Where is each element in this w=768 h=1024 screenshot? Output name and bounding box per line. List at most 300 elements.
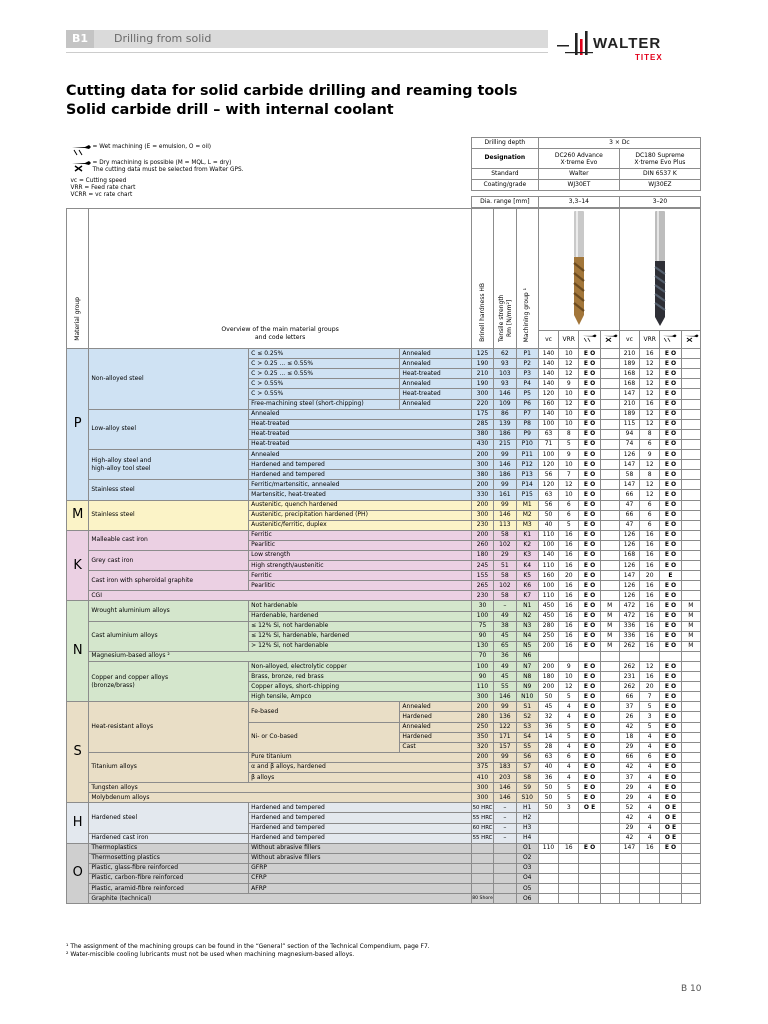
machining-group: O1 <box>516 843 538 853</box>
brinell-value: 230 <box>471 520 493 530</box>
tensile-value <box>494 863 516 873</box>
tool2-vrr: 12 <box>640 389 660 399</box>
tool2-vrr: 12 <box>640 490 660 500</box>
material-sub: Austenitic/ferritic, duplex <box>249 520 472 530</box>
tool1-dry <box>600 712 619 722</box>
tool1-dry <box>600 480 619 490</box>
tensile-value: 186 <box>494 470 516 480</box>
tool1-standard: Walter <box>538 169 619 180</box>
tool1-vrr <box>559 853 579 863</box>
tool1-vrr <box>559 863 579 873</box>
tensile-value: 58 <box>494 571 516 581</box>
table-row <box>67 843 701 853</box>
tool1-vc: 200 <box>538 682 558 692</box>
tool2-coolant: E O <box>660 490 681 500</box>
material-sub: Pearlitic <box>249 540 472 550</box>
material-group-letter: O <box>67 843 89 904</box>
tool2-dry <box>681 742 700 752</box>
tensile-value: 45 <box>494 631 516 641</box>
tool1-vrr: 10 <box>559 419 579 429</box>
tool2-vc: 147 <box>619 571 639 581</box>
tensile-value: 45 <box>494 672 516 682</box>
tool2-image <box>619 209 700 331</box>
tool2-dry <box>681 359 700 369</box>
tool1-coolant: E O <box>579 843 600 853</box>
tool2-dry <box>681 389 700 399</box>
tool1-coolant: E O <box>579 672 600 682</box>
tensile-value: 99 <box>494 450 516 460</box>
tool1-coolant: O E <box>579 803 600 813</box>
tool2-vc: 66 <box>619 490 639 500</box>
table-row <box>67 591 701 601</box>
material-main: Wrought aluminium alloys <box>89 601 249 621</box>
tool1-dry <box>600 450 619 460</box>
tool1-vc: 450 <box>538 611 558 621</box>
tool1-coolant: E O <box>579 550 600 560</box>
brinell-value: 175 <box>471 409 493 419</box>
material-main: Plastic, aramid-fibre reinforced <box>89 884 249 894</box>
tool1-dry <box>600 853 619 863</box>
brinell-value: 30 <box>471 601 493 611</box>
tool1-vc: 140 <box>538 359 558 369</box>
tool2-vrr: 6 <box>640 500 660 510</box>
tool1-dry-header <box>600 331 619 349</box>
machining-group: O5 <box>516 884 538 894</box>
tool1-vrr: 16 <box>559 581 579 591</box>
brinell-value: 430 <box>471 439 493 449</box>
tool1-wet-header <box>579 331 600 349</box>
page-title: Cutting data for solid carbide drilling and reaming tools <box>66 83 518 99</box>
tensile-value: 86 <box>494 409 516 419</box>
material-main: Graphite (technical) <box>89 894 471 904</box>
tool2-vrr: 12 <box>640 480 660 490</box>
tool2-vc-header: vc <box>619 331 639 349</box>
tensile-value <box>494 853 516 863</box>
tool1-coolant: E O <box>579 359 600 369</box>
tool1-vc <box>538 833 558 843</box>
tool1-vc: 50 <box>538 783 558 793</box>
tool2-vrr: 8 <box>640 470 660 480</box>
brinell-value: 90 <box>471 672 493 682</box>
tool2-vc: 168 <box>619 550 639 560</box>
tensile-value: 122 <box>494 722 516 732</box>
tool1-dry <box>600 490 619 500</box>
tool1-vc <box>538 813 558 823</box>
tool1-coolant: E O <box>579 450 600 460</box>
tool1-vc: 56 <box>538 500 558 510</box>
tool1-coolant: E O <box>579 732 600 742</box>
tool2-vrr <box>640 894 660 904</box>
machining-group: N3 <box>516 621 538 631</box>
tool2-vrr: 6 <box>640 439 660 449</box>
tool1-vrr: 6 <box>559 500 579 510</box>
machining-group: N2 <box>516 611 538 621</box>
material-sub: High strength/austenitic <box>249 561 472 571</box>
tool1-dry <box>600 752 619 762</box>
material-main: Malleable cast iron <box>89 530 249 550</box>
table-row <box>67 409 701 419</box>
tool2-vrr: 12 <box>640 662 660 672</box>
material-main: Hardened steel <box>89 803 249 833</box>
brinell-header: Brinell hardness HB <box>471 209 493 349</box>
tool2-coolant: O E <box>660 813 681 823</box>
tool2-dry <box>681 409 700 419</box>
tool1-vc: 120 <box>538 480 558 490</box>
tool1-dry <box>600 672 619 682</box>
material-main: Grey cast iron <box>89 550 249 570</box>
machining-group: P8 <box>516 419 538 429</box>
tool2-vc <box>619 863 639 873</box>
tool1-dry <box>600 813 619 823</box>
tool1-vrr: 4 <box>559 712 579 722</box>
material-sub: Heat-treated <box>249 429 472 439</box>
brinell-value: 200 <box>471 480 493 490</box>
brinell-value <box>471 873 493 883</box>
tool2-coolant: E O <box>660 722 681 732</box>
material-main: High-alloy steel and high-alloy tool steel <box>89 450 249 480</box>
material-sub: Pure titanium <box>249 752 472 762</box>
tool1-dry <box>600 550 619 560</box>
tool1-coolant <box>579 884 600 894</box>
tool2-dry <box>681 490 700 500</box>
tool2-dry <box>681 752 700 762</box>
walter-titex-logo <box>557 28 705 66</box>
tool2-coolant: E O <box>660 460 681 470</box>
tool2-coolant: O E <box>660 823 681 833</box>
tool2-vrr: 16 <box>640 611 660 621</box>
tensile-value <box>494 843 516 853</box>
table-row <box>67 621 701 631</box>
tool2-vrr: 16 <box>640 843 660 853</box>
brinell-value: 285 <box>471 419 493 429</box>
material-main: Copper and copper alloys (bronze/brass) <box>89 662 249 702</box>
tool1-dry <box>600 651 619 661</box>
tool1-coolant: E O <box>579 631 600 641</box>
machining-group: P5 <box>516 389 538 399</box>
tool1-vc: 100 <box>538 419 558 429</box>
header-rule <box>66 52 548 53</box>
tool1-vc <box>538 651 558 661</box>
tool1-dry <box>600 793 619 803</box>
tool2-vc: 26 <box>619 712 639 722</box>
brinell-value: 190 <box>471 359 493 369</box>
tool2-coolant: E O <box>660 389 681 399</box>
tool1-coolant: E O <box>579 692 600 702</box>
dry-machining-icon <box>603 333 619 343</box>
tool1-coolant: E O <box>579 409 600 419</box>
tool2-coolant: E O <box>660 540 681 550</box>
tool2-dry <box>681 884 700 894</box>
tool2-coolant: E O <box>660 359 681 369</box>
page-subtitle: Solid carbide drill – with internal coolant <box>66 102 394 118</box>
tool1-vc <box>538 853 558 863</box>
tensile-value: 55 <box>494 682 516 692</box>
material-sub: C > 0.25 ... ≤ 0.55% <box>249 359 400 369</box>
tool2-coolant: E O <box>660 500 681 510</box>
table-row <box>67 530 701 540</box>
tool2-coolant: E O <box>660 470 681 480</box>
tool1-dry <box>600 409 619 419</box>
tool1-vrr: 10 <box>559 389 579 399</box>
tool1-coolant: E O <box>579 662 600 672</box>
tool2-vc: 231 <box>619 672 639 682</box>
legend-wet-text: = Wet machining (E = emulsion, O = oil) <box>92 143 212 150</box>
tensile-value: 171 <box>494 732 516 742</box>
tensile-value: 146 <box>494 460 516 470</box>
tool1-vrr: 12 <box>559 480 579 490</box>
tool2-coolant <box>660 894 681 904</box>
material-sub: Free-machining steel (short-chipping) <box>249 399 400 409</box>
tool2-vrr: 4 <box>640 823 660 833</box>
tool1-dry <box>600 722 619 732</box>
tool1-coolant: E O <box>579 621 600 631</box>
tool2-vrr: 9 <box>640 450 660 460</box>
tool2-dry <box>681 349 700 359</box>
machining-group: S2 <box>516 712 538 722</box>
tensile-value: 146 <box>494 783 516 793</box>
tool2-vc: 472 <box>619 601 639 611</box>
tool1-dry <box>600 863 619 873</box>
tool1-vrr: 16 <box>559 611 579 621</box>
tool1-vrr: 10 <box>559 460 579 470</box>
tool2-vc: 168 <box>619 379 639 389</box>
tool2-vc <box>619 873 639 883</box>
tool1-vrr: 16 <box>559 641 579 651</box>
tool2-coolant: E O <box>660 581 681 591</box>
tool1-vrr: 6 <box>559 752 579 762</box>
tool2-dry <box>681 702 700 712</box>
legend-cell <box>67 138 472 209</box>
tensile-value: 136 <box>494 712 516 722</box>
tool2-vrr: 16 <box>640 601 660 611</box>
tool1-coolant: E O <box>579 510 600 520</box>
tool2-vc: 189 <box>619 359 639 369</box>
tool2-vc: 126 <box>619 450 639 460</box>
tool2-vrr: 20 <box>640 682 660 692</box>
machining-group: P10 <box>516 439 538 449</box>
tool1-vrr: 9 <box>559 379 579 389</box>
tool2-dry <box>681 581 700 591</box>
tool1-vrr: 4 <box>559 702 579 712</box>
tool2-dry <box>681 853 700 863</box>
section-code: B1 <box>66 30 94 48</box>
machining-group: K7 <box>516 591 538 601</box>
tool1-coolant: E O <box>579 611 600 621</box>
tool2-vc <box>619 651 639 661</box>
tool2-vc <box>619 894 639 904</box>
tool2-vc: 47 <box>619 500 639 510</box>
tool1-dry <box>600 833 619 843</box>
tool2-coolant: E O <box>660 682 681 692</box>
tool2-vc: 29 <box>619 783 639 793</box>
tool2-vrr: 4 <box>640 783 660 793</box>
machining-group: P4 <box>516 379 538 389</box>
tensile-value: 103 <box>494 369 516 379</box>
tool1-vrr <box>559 873 579 883</box>
tool1-vc: 280 <box>538 621 558 631</box>
tool2-coolant: E O <box>660 732 681 742</box>
tensile-value: 102 <box>494 540 516 550</box>
material-sub: Without abrasive fillers <box>249 853 472 863</box>
tool1-coolant: E O <box>579 561 600 571</box>
material-group-letter: S <box>67 702 89 803</box>
tool1-vc <box>538 863 558 873</box>
brinell-value: 55 HRC <box>471 813 493 823</box>
tool1-vc: 140 <box>538 550 558 560</box>
tool2-vc: 189 <box>619 409 639 419</box>
wet-machining-icon <box>71 144 93 156</box>
brinell-value: 300 <box>471 692 493 702</box>
tool1-vc: 36 <box>538 773 558 783</box>
table-row <box>67 349 701 359</box>
tool2-dry <box>681 823 700 833</box>
legend-wet <box>71 144 467 156</box>
brinell-value: 380 <box>471 429 493 439</box>
table-row <box>67 450 701 460</box>
tool1-coolant <box>579 823 600 833</box>
tool2-vc: 94 <box>619 429 639 439</box>
tool1-vc: 32 <box>538 712 558 722</box>
tool2-vc: 126 <box>619 591 639 601</box>
tensile-value: 161 <box>494 490 516 500</box>
tool1-vrr: 10 <box>559 349 579 359</box>
dry-machining-icon <box>684 333 700 343</box>
tool2-coolant: E O <box>660 742 681 752</box>
brinell-value: 230 <box>471 591 493 601</box>
tool1-coolant: E O <box>579 682 600 692</box>
cutting-data-table <box>66 137 701 904</box>
tool1-vrr <box>559 833 579 843</box>
machining-group: P1 <box>516 349 538 359</box>
tool2-vrr <box>640 863 660 873</box>
tool1-vc <box>538 884 558 894</box>
tensile-value: – <box>494 823 516 833</box>
tool1-coolant <box>579 651 600 661</box>
machining-group: P13 <box>516 470 538 480</box>
tool1-vc: 40 <box>538 762 558 772</box>
tool1-coolant: E O <box>579 581 600 591</box>
tool2-coolant: E O <box>660 843 681 853</box>
tool1-vrr: 16 <box>559 561 579 571</box>
tool2-vc: 126 <box>619 540 639 550</box>
brinell-value: 130 <box>471 641 493 651</box>
table-row <box>67 601 701 611</box>
tool1-coolant: E O <box>579 783 600 793</box>
brinell-value: 265 <box>471 581 493 591</box>
tool2-dry <box>681 793 700 803</box>
tool1-vc: 110 <box>538 843 558 853</box>
material-sub: Not hardenable <box>249 601 472 611</box>
drill-image-gold <box>571 211 587 327</box>
tool2-dry <box>681 672 700 682</box>
tool2-vrr: 16 <box>640 672 660 682</box>
tool1-coolant <box>579 863 600 873</box>
brinell-value <box>471 853 493 863</box>
tool2-dry-header <box>681 331 700 349</box>
tool2-coolant: E O <box>660 621 681 631</box>
brinell-value <box>471 843 493 853</box>
material-sub: AFRP <box>249 884 472 894</box>
material-sub: Hardened and tempered <box>249 823 472 833</box>
tool1-vc: 28 <box>538 742 558 752</box>
tool2-dry <box>681 682 700 692</box>
tool1-dry <box>600 500 619 510</box>
tool1-dry <box>600 369 619 379</box>
tool2-dia-range: 3–20 <box>619 197 700 208</box>
tool1-vc: 45 <box>538 702 558 712</box>
tool2-dry <box>681 571 700 581</box>
material-sub: Low strength <box>249 550 472 560</box>
tool1-dry <box>600 773 619 783</box>
tool2-vc: 115 <box>619 419 639 429</box>
tool1-vrr: 5 <box>559 732 579 742</box>
tool2-vrr: 4 <box>640 762 660 772</box>
tool2-dry: M <box>681 611 700 621</box>
machining-group: S9 <box>516 783 538 793</box>
table-row <box>67 662 701 672</box>
tool1-dry <box>600 732 619 742</box>
machining-group: N5 <box>516 641 538 651</box>
machining-group: N8 <box>516 672 538 682</box>
table-row <box>67 863 701 873</box>
brinell-value: 350 <box>471 732 493 742</box>
tool2-vrr: 12 <box>640 369 660 379</box>
tool2-vc: 42 <box>619 813 639 823</box>
tool2-vc <box>619 853 639 863</box>
tool2-vrr: 16 <box>640 591 660 601</box>
material-sub: Non-alloyed, electrolytic copper <box>249 662 472 672</box>
tool1-coolant: E O <box>579 500 600 510</box>
machining-group: K5 <box>516 571 538 581</box>
tool1-dry <box>600 873 619 883</box>
tool1-vc <box>538 823 558 833</box>
tool1-vc: 56 <box>538 470 558 480</box>
tensile-value: 49 <box>494 611 516 621</box>
tool1-coolant: E O <box>579 470 600 480</box>
tool1-dry <box>600 540 619 550</box>
tool1-coolant: E O <box>579 460 600 470</box>
tool1-dry <box>600 762 619 772</box>
tool2-vrr: 20 <box>640 571 660 581</box>
tool1-dry <box>600 692 619 702</box>
machining-group: P2 <box>516 359 538 369</box>
tool1-vrr: 9 <box>559 450 579 460</box>
tool1-vrr: 16 <box>559 540 579 550</box>
tool2-dry <box>681 500 700 510</box>
tool1-coolant <box>579 853 600 863</box>
material-sub: Austenitic, precipitation hardened (PH) <box>249 510 472 520</box>
brinell-value: 90 <box>471 631 493 641</box>
brinell-value: 220 <box>471 399 493 409</box>
tool2-coolant <box>660 863 681 873</box>
tool1-coolant: E O <box>579 349 600 359</box>
tool2-dry <box>681 520 700 530</box>
tool2-standard: DIN 6537 K <box>619 169 700 180</box>
material-main: Titanium alloys <box>89 752 249 782</box>
tool1-vc: 100 <box>538 540 558 550</box>
tensile-value: 62 <box>494 349 516 359</box>
tool2-coolant <box>660 853 681 863</box>
tool2-dry <box>681 399 700 409</box>
tool1-vrr: 5 <box>559 783 579 793</box>
tensile-value: 139 <box>494 419 516 429</box>
machining-group: P9 <box>516 429 538 439</box>
tool2-coolant: O E <box>660 803 681 813</box>
wet-machining-icon <box>582 333 598 343</box>
material-sub: C ≤ 0.25% <box>249 349 400 359</box>
brinell-value <box>471 863 493 873</box>
tool1-dry <box>600 662 619 672</box>
